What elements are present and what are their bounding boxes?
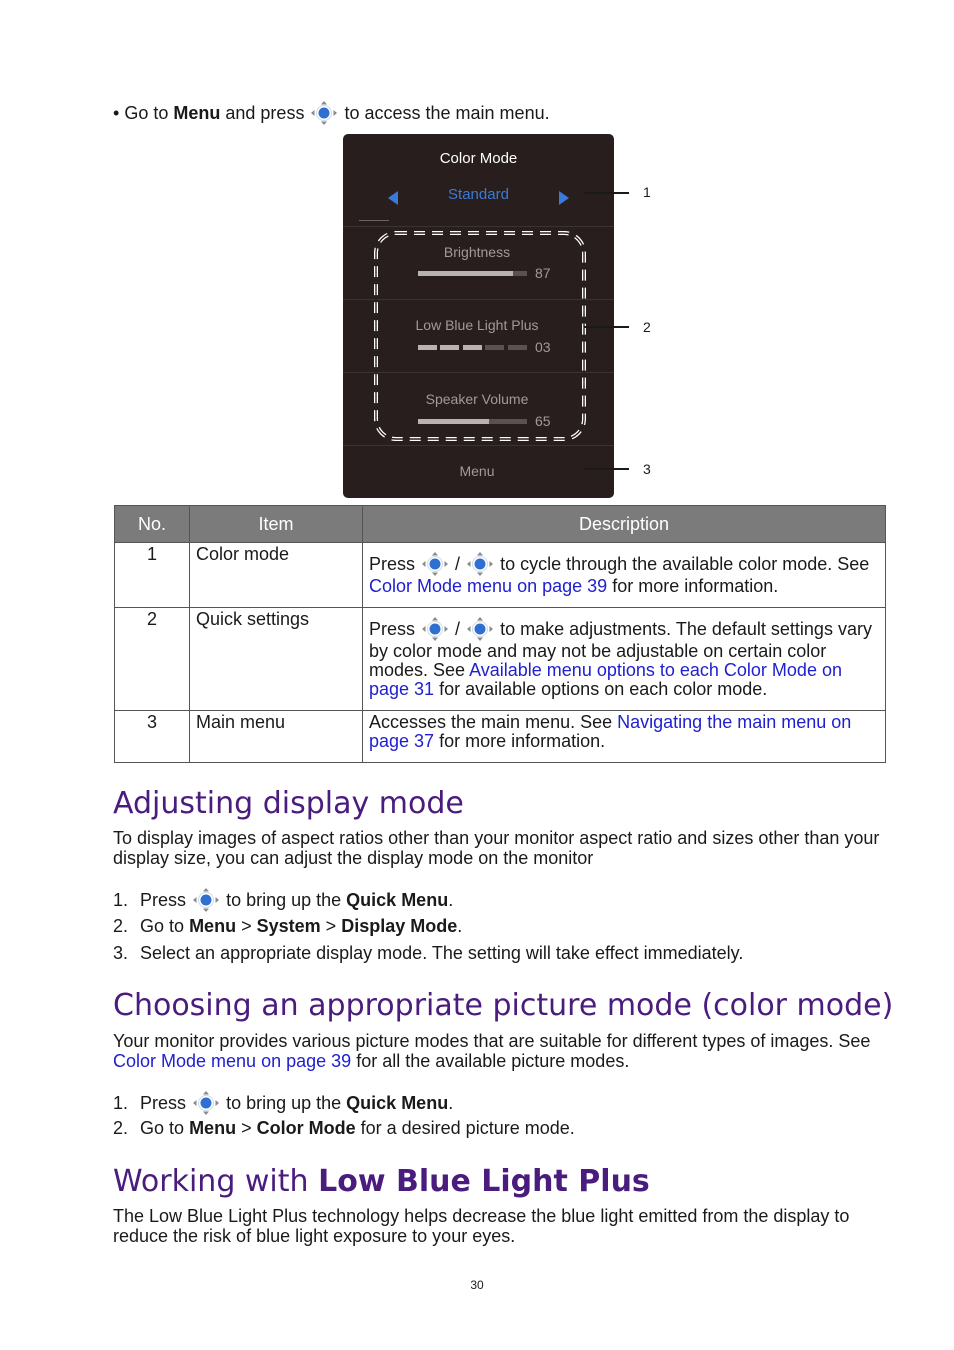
low-blue-light-value: 03 <box>535 339 551 355</box>
heading-low-blue-light-plus: Working with Low Blue Light Plus <box>113 1164 650 1199</box>
cell-description: Press / to cycle through the available color mode. See Color Mode menu on page 39 for more information. <box>363 543 886 608</box>
list-item: 3. Select an appropriate display mode. The setting will take effect immediately. <box>113 943 744 963</box>
callout-line-2 <box>584 326 629 328</box>
link-navigating-main-menu[interactable]: Navigating the main menu on page 37 <box>369 712 852 751</box>
joystick-icon <box>191 1090 221 1116</box>
link-color-mode-menu[interactable]: Color Mode menu on page 39 <box>113 1051 352 1071</box>
osd-separator <box>343 226 614 227</box>
osd-menu-illustration <box>343 134 614 498</box>
list-item: 2. Go to Menu > Color Mode for a desired picture mode. <box>113 1118 575 1138</box>
link-color-mode-menu[interactable]: Color Mode menu on page 39 <box>369 576 608 596</box>
right-arrow-icon <box>558 190 570 206</box>
cell-description: Accesses the main menu. See Navigating the main menu on page 37 for more information. <box>363 711 886 763</box>
osd-setting-speaker-volume-label: Speaker Volume <box>425 391 529 407</box>
display-mode-paragraph: To display images of aspect ratios other than your monitor aspect ratio and sizes other than your display size, you can adjust the display mode on the monitor <box>113 828 880 868</box>
joystick-icon <box>420 616 450 642</box>
table-row <box>115 543 886 608</box>
cell-no: 1 <box>115 543 190 608</box>
callout-line-3 <box>584 468 629 470</box>
cell-description: Press / to make adjustments. The default settings vary by color mode and may not be adjustable on certain color modes. See Available menu options to each Color Mode on page 31 for available options on each color mode. <box>363 608 886 711</box>
joystick-icon <box>420 551 450 577</box>
osd-description-table <box>114 505 886 763</box>
table-header-row <box>115 506 886 543</box>
joystick-icon <box>465 551 495 577</box>
osd-setting-brightness-label: Brightness <box>443 244 511 260</box>
heading-choosing-picture-mode: Choosing an appropriate picture mode (color mode) <box>113 988 894 1023</box>
low-blue-light-paragraph: The Low Blue Light Plus technology helps decrease the blue light emitted from the display to reduce the risk of blue light exposure to your eyes. <box>113 1206 850 1246</box>
mode-underline <box>359 220 389 221</box>
osd-title: Color Mode <box>439 150 518 167</box>
cell-item: Quick settings <box>190 608 363 711</box>
osd-mode-value: Standard <box>448 186 509 203</box>
callout-line-1 <box>584 192 629 194</box>
heading-adjusting-display-mode: Adjusting display mode <box>113 786 464 821</box>
quick-settings-highlight-frame <box>373 230 587 442</box>
callout-number-2: 2 <box>643 319 651 335</box>
osd-setting-low-blue-light-label: Low Blue Light Plus <box>415 317 539 333</box>
cell-item: Main menu <box>190 711 363 763</box>
intro-line: • Go to Menu and press to access the main menu. <box>113 100 550 126</box>
cell-item: Color mode <box>190 543 363 608</box>
list-item: 1. Press to bring up the Quick Menu. <box>113 1090 453 1116</box>
column-header-item: Item <box>190 506 363 543</box>
page-number: 30 <box>470 1278 484 1292</box>
osd-menu-label: Menu <box>459 463 495 479</box>
cell-no: 2 <box>115 608 190 711</box>
bullet: • <box>113 103 120 123</box>
column-header-description: Description <box>363 506 886 543</box>
speaker-volume-value: 65 <box>535 413 551 429</box>
joystick-icon <box>191 887 221 913</box>
osd-separator <box>343 445 614 446</box>
brightness-value: 87 <box>535 265 551 281</box>
joystick-icon <box>465 616 495 642</box>
callout-number-1: 1 <box>643 184 651 200</box>
joystick-icon <box>309 100 339 126</box>
list-item: 1. Press to bring up the Quick Menu. <box>113 887 453 913</box>
cell-no: 3 <box>115 711 190 763</box>
link-available-menu-options[interactable]: Available menu options to each Color Mode on page 31 <box>369 660 842 699</box>
callout-number-3: 3 <box>643 461 651 477</box>
table-row <box>115 608 886 711</box>
picture-mode-paragraph: Your monitor provides various picture modes that are suitable for different types of images. See Color Mode menu on page 39 for all the available picture modes. <box>113 1031 871 1071</box>
list-item: 2. Go to Menu > System > Display Mode. <box>113 916 463 936</box>
column-header-no: No. <box>115 506 190 543</box>
table-row <box>115 711 886 763</box>
